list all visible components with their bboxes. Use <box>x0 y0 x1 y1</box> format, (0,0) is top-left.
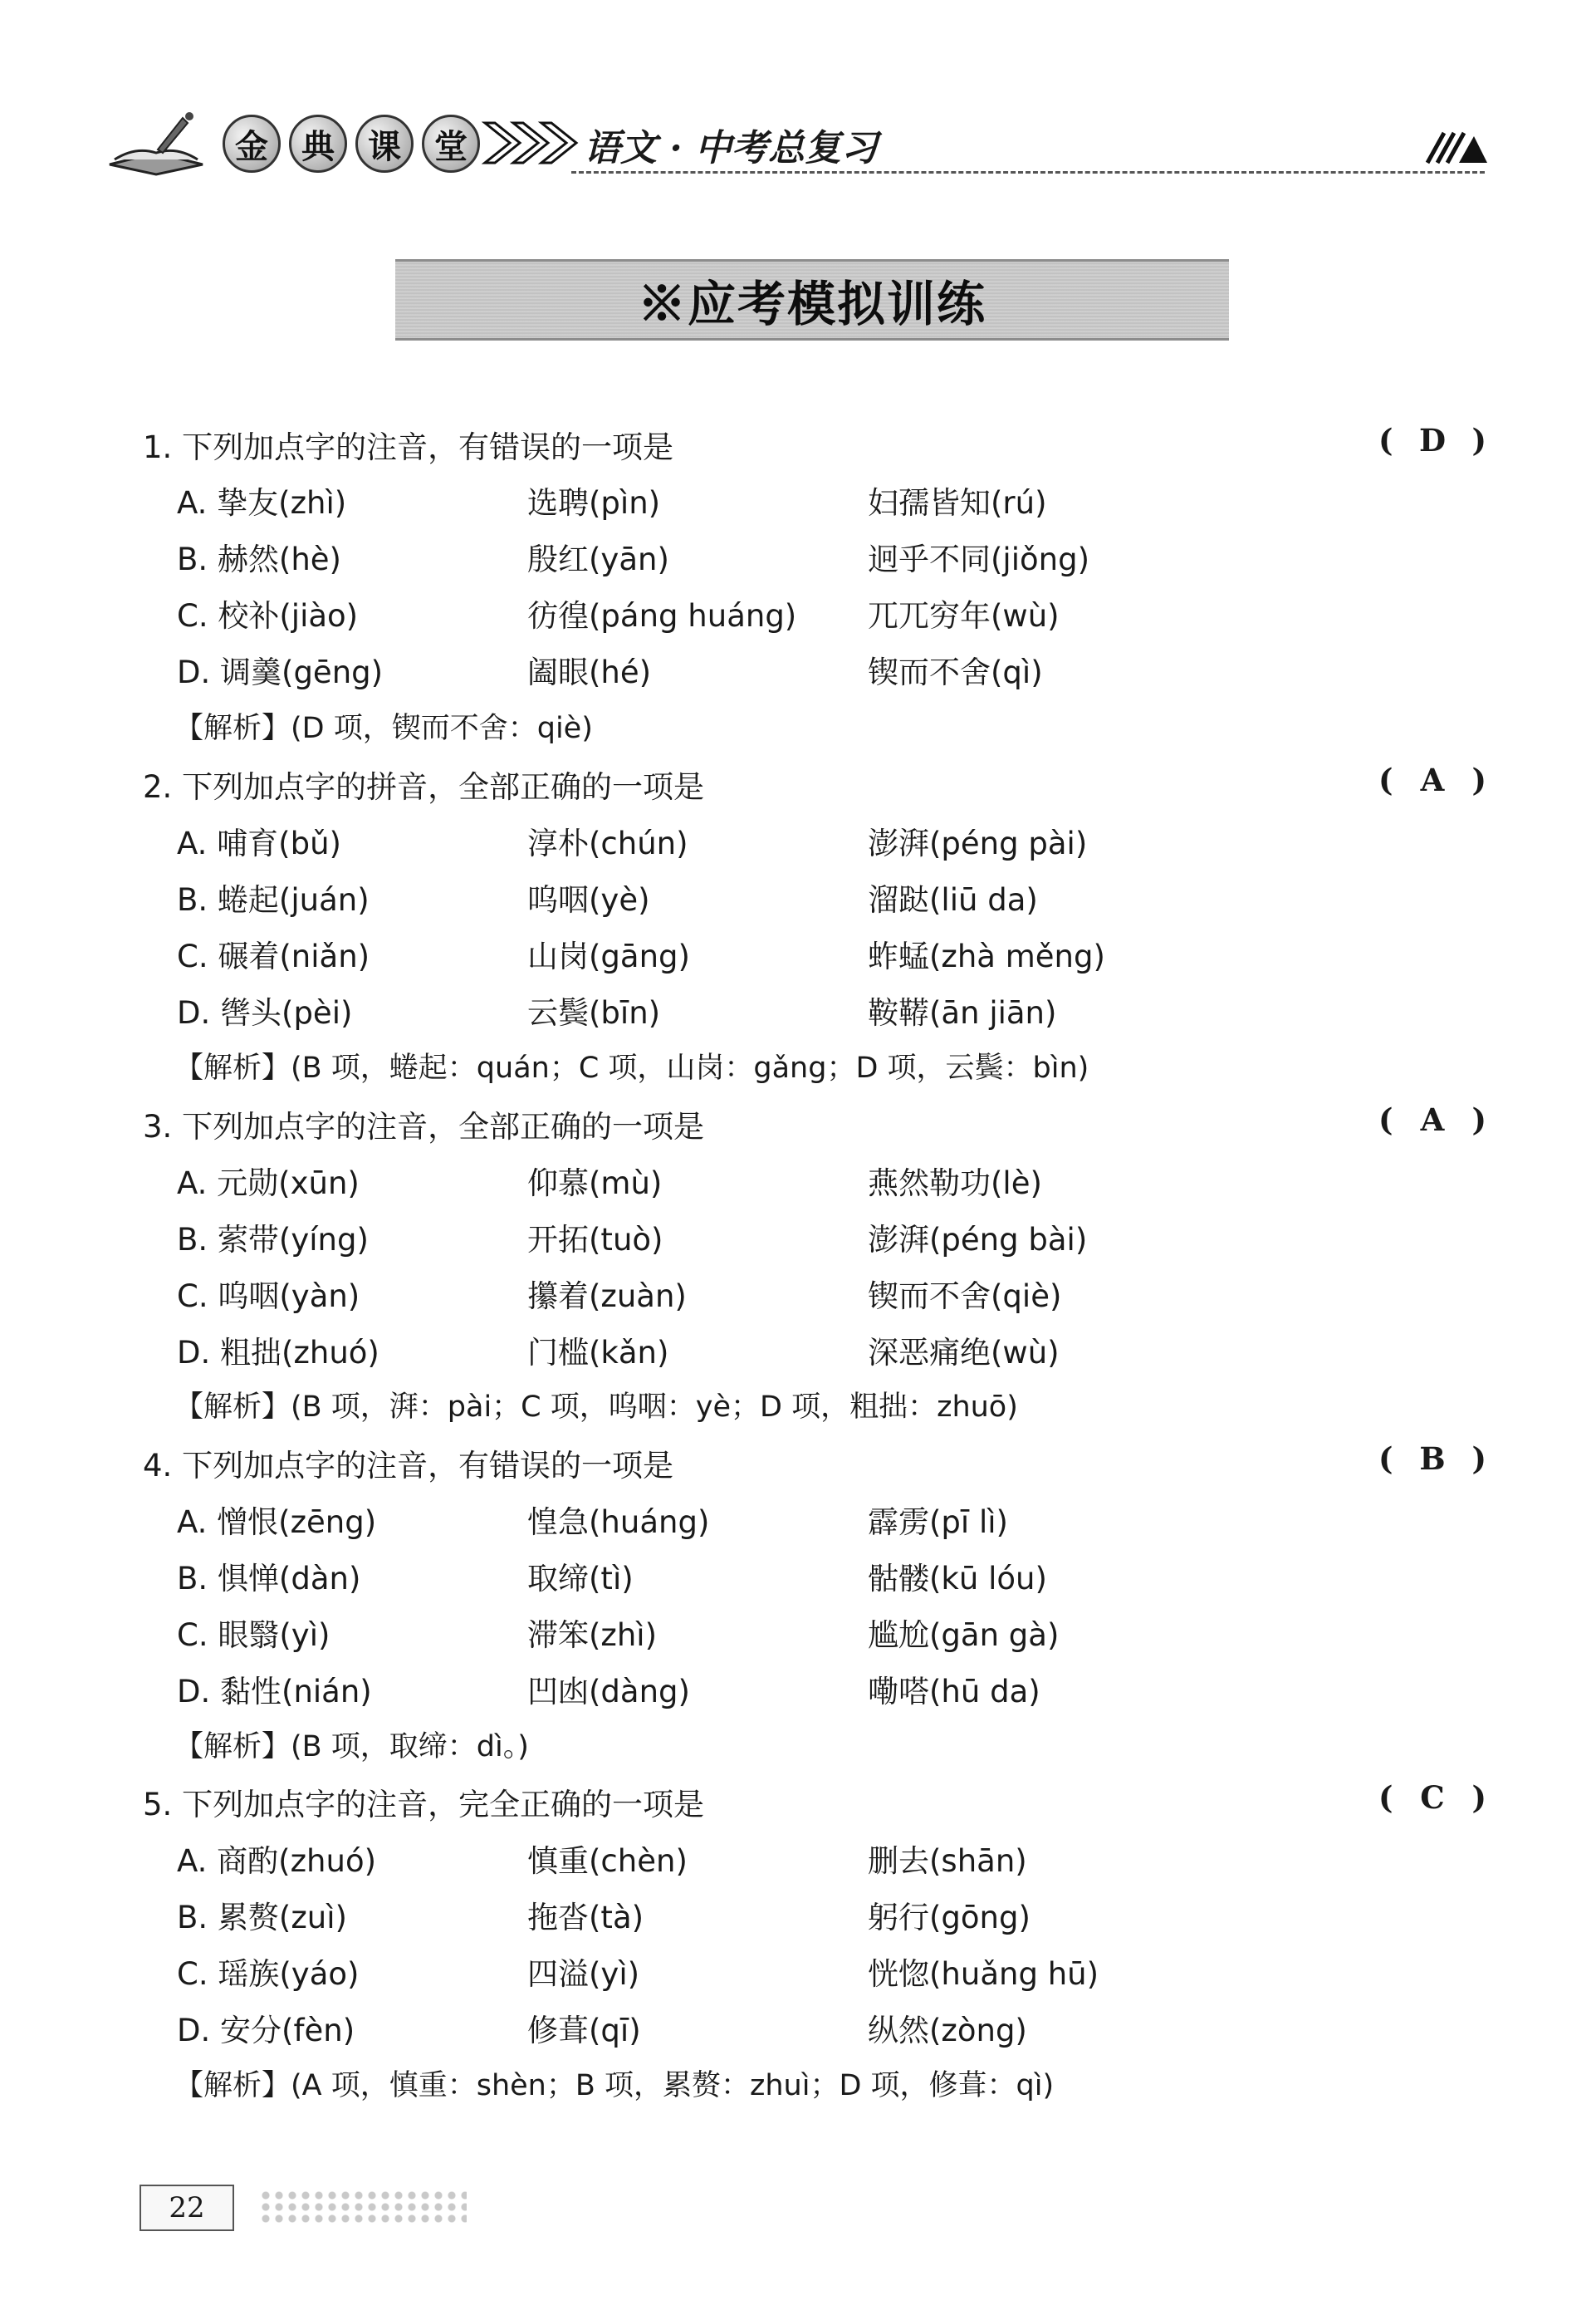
option-item: 澎湃(péng bài) <box>868 1222 1088 1258</box>
option-item: A. 元勋(xūn) <box>177 1165 360 1201</box>
answer-letter: A <box>1420 1101 1445 1138</box>
option-item: 兀兀穷年(wù) <box>868 598 1060 634</box>
option-item: A. 憎恨(zēng) <box>177 1504 377 1540</box>
corner-triangle-icon <box>1422 125 1489 166</box>
brand-logo <box>223 115 480 173</box>
option-item: 删去(shān) <box>868 1843 1027 1879</box>
answer-bracket: ( A ) <box>1378 762 1486 798</box>
option-item: 云鬓(bīn) <box>527 995 661 1031</box>
answer-bracket: ( B ) <box>1378 1440 1486 1477</box>
option-item: D. 调羹(gēng) <box>177 655 384 690</box>
option-item: D. 辔头(pèi) <box>177 995 353 1031</box>
option-item: 修葺(qī) <box>527 2013 641 2048</box>
question-stem: 5. 下列加点字的注音，完全正确的一项是 <box>143 1787 705 1822</box>
option-item: A. 哺育(bǔ) <box>177 826 341 861</box>
page-number: 22 <box>140 2185 234 2231</box>
option-item: 溜跶(liū da) <box>868 882 1038 918</box>
option-item: 澎湃(péng pài) <box>868 826 1088 861</box>
option-item: C. 校补(jiào) <box>177 598 359 634</box>
option-item: 攥着(zuàn) <box>527 1278 687 1314</box>
question-stem: 1. 下列加点字的注音，有错误的一项是 <box>143 429 674 465</box>
option-item: 锲而不舍(qì) <box>868 655 1043 690</box>
option-item: 惶急(huáng) <box>527 1504 710 1540</box>
option-item: 妇孺皆知(rú) <box>868 485 1047 521</box>
option-item: 蚱蜢(zhà měng) <box>868 939 1105 974</box>
option-item: 锲而不舍(qiè) <box>868 1278 1062 1314</box>
brand-char: 金 <box>223 115 281 173</box>
option-item: B. 赫然(hè) <box>177 542 341 577</box>
option-item: 燕然勒功(lè) <box>868 1165 1042 1201</box>
option-item: C. 瑶族(yáo) <box>177 1956 360 1992</box>
option-item: D. 粗拙(zhuó) <box>177 1335 379 1371</box>
option-item: 霹雳(pī lì) <box>868 1504 1008 1540</box>
answer-bracket: ( A ) <box>1378 1101 1486 1138</box>
answer-letter: A <box>1420 762 1445 798</box>
section-title: ※应考模拟训练 <box>637 276 986 332</box>
option-item: 凹凼(dàng) <box>527 1674 690 1709</box>
option-item: A. 挚友(zhì) <box>177 485 347 521</box>
option-item: 迥乎不同(jiǒng) <box>868 542 1090 577</box>
brand-char: 堂 <box>422 115 480 173</box>
option-item: 拖沓(tà) <box>527 1900 644 1935</box>
analysis-note: 【解析】(A 项，慎重：shèn；B 项，累赘：zhuì；D 项，修葺：qì) <box>174 2069 1055 2102</box>
answer-letter: B <box>1419 1440 1446 1477</box>
option-item: 呜咽(yè) <box>527 882 650 918</box>
question-stem: 3. 下列加点字的注音，全部正确的一项是 <box>143 1109 705 1145</box>
option-item: B. 累赘(zuì) <box>177 1900 347 1935</box>
subject-title: 语文 · 中考总复习 <box>584 127 878 169</box>
section-banner <box>395 259 1229 341</box>
option-item: 淳朴(chún) <box>527 826 688 861</box>
option-item: 嘞嗒(hū da) <box>868 1674 1040 1709</box>
answer-letter: D <box>1418 422 1447 459</box>
option-item: 仰慕(mù) <box>527 1165 663 1201</box>
option-item: 纵然(zòng) <box>868 2013 1027 2048</box>
option-item: 鞍鞯(ān jiān) <box>868 995 1057 1031</box>
option-item: 殷红(yān) <box>527 542 669 577</box>
option-item: D. 安分(fèn) <box>177 2013 355 2048</box>
option-item: 阖眼(hé) <box>527 655 652 690</box>
decorative-dots <box>259 2190 467 2226</box>
option-item: 骷髅(kū lóu) <box>868 1561 1047 1596</box>
option-item: B. 惧惮(dàn) <box>177 1561 361 1596</box>
analysis-note: 【解析】(B 项，湃：pài；C 项，呜咽：yè；D 项，粗拙：zhuō) <box>174 1390 1018 1424</box>
analysis-note: 【解析】(D 项，锲而不舍：qiè) <box>174 712 593 745</box>
option-item: C. 眼翳(yì) <box>177 1617 330 1653</box>
option-item: 开拓(tuò) <box>527 1222 663 1258</box>
option-item: C. 呜咽(yàn) <box>177 1278 360 1314</box>
option-item: B. 萦带(yíng) <box>177 1222 369 1258</box>
option-item: 躬行(gōng) <box>868 1900 1031 1935</box>
option-item: 选聘(pìn) <box>527 485 661 521</box>
question-stem: 2. 下列加点字的拼音，全部正确的一项是 <box>143 769 705 805</box>
analysis-note: 【解析】(B 项，蜷起：quán；C 项，山岗：gǎng；D 项，云鬓：bìn) <box>174 1052 1089 1085</box>
header-divider <box>571 171 1485 174</box>
double-chevron-icon <box>482 120 581 166</box>
option-item: 取缔(tì) <box>527 1561 634 1596</box>
option-item: 慎重(chèn) <box>527 1843 688 1879</box>
option-item: 滞笨(zhì) <box>527 1617 658 1653</box>
option-item: C. 碾着(niǎn) <box>177 939 370 974</box>
option-item: D. 黏性(nián) <box>177 1674 372 1709</box>
option-item: 尴尬(gān gà) <box>868 1617 1060 1653</box>
answer-bracket: ( D ) <box>1378 422 1486 459</box>
option-item: 深恶痛绝(wù) <box>868 1335 1060 1371</box>
option-item: 山岗(gāng) <box>527 939 690 974</box>
analysis-note: 【解析】(B 项，取缔：dì。) <box>174 1730 529 1763</box>
brand-char: 课 <box>355 115 414 173</box>
option-item: 彷徨(páng huáng) <box>527 598 797 634</box>
option-item: 恍惚(huǎng hū) <box>868 1956 1099 1992</box>
option-item: A. 商酌(zhuó) <box>177 1843 377 1879</box>
book-icon <box>106 110 206 176</box>
option-item: 四溢(yì) <box>527 1956 640 1992</box>
answer-letter: C <box>1420 1779 1445 1816</box>
answer-bracket: ( C ) <box>1378 1779 1486 1816</box>
brand-char: 典 <box>289 115 347 173</box>
option-item: 门槛(kǎn) <box>527 1335 669 1371</box>
option-item: B. 蜷起(juán) <box>177 882 370 918</box>
question-stem: 4. 下列加点字的注音，有错误的一项是 <box>143 1448 674 1484</box>
page-header <box>106 100 1485 183</box>
